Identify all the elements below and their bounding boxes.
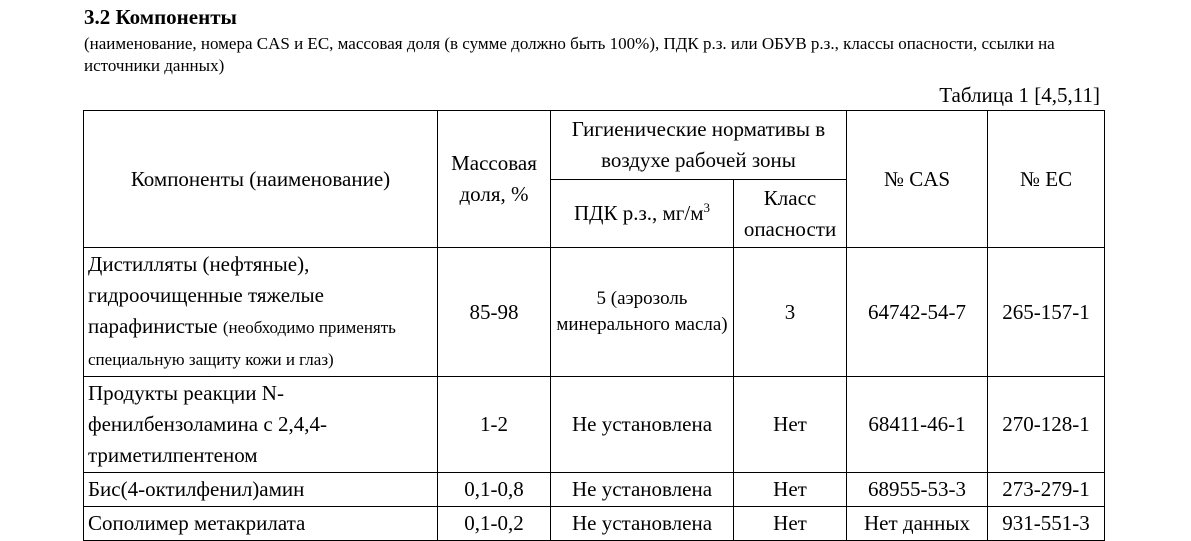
header-pdk-superscript: 3	[703, 200, 711, 215]
cell-mass-fraction: 0,1-0,8	[438, 473, 551, 507]
cell-hazard-class: Нет	[734, 507, 847, 541]
header-component: Компоненты (наименование)	[84, 111, 438, 248]
header-cas: № CAS	[847, 111, 988, 248]
cell-pdk: Не установлена	[551, 377, 734, 473]
components-table	[83, 110, 1105, 541]
cell-ec: 265-157-1	[988, 248, 1105, 377]
cell-cas: 64742-54-7	[847, 248, 988, 377]
cell-pdk: Не установлена	[551, 473, 734, 507]
component-name: Дистилляты (нефтяные), гидроочищенные тяжелые парафинистые	[88, 252, 324, 338]
table-row	[84, 248, 1105, 377]
cell-mass-fraction: 1-2	[438, 377, 551, 473]
header-pdk-text: ПДК р.з., мг/м	[573, 201, 704, 225]
header-row-top	[84, 111, 1105, 180]
cell-mass-fraction: 0,1-0,2	[438, 507, 551, 541]
header-hazard-class: Класс опасности	[734, 180, 847, 248]
cell-pdk: Не установлена	[551, 507, 734, 541]
cell-cas: 68955-53-3	[847, 473, 988, 507]
cell-hazard-class: 3	[734, 248, 847, 377]
cell-pdk: 5 (аэрозоль минерального масла)	[551, 248, 734, 377]
cell-hazard-class: Нет	[734, 377, 847, 473]
cell-ec: 270-128-1	[988, 377, 1105, 473]
section-subtitle: (наименование, номера CAS и ЕС, массовая доля (в сумме должно быть 100%), ПДК р.з. или ОБУВ р.з., классы опасности, ссылки на источники данных)	[84, 34, 1055, 75]
cell-component-name: Сополимер метакрилата	[84, 507, 438, 541]
cell-mass-fraction: 85-98	[438, 248, 551, 377]
table-row	[84, 377, 1105, 473]
cell-cas: Нет данных	[847, 507, 988, 541]
table-reference: Таблица 1 [4,5,11]	[939, 83, 1100, 107]
header-pdk	[551, 180, 734, 248]
cell-component-name: Продукты реакции N-фенилбензоламина с 2,4,4-триметилпентеном	[84, 377, 438, 473]
table-row	[84, 473, 1105, 507]
table-row	[84, 507, 1105, 541]
section-heading: 3.2 Компоненты	[84, 5, 237, 29]
cell-ec: 931-551-3	[988, 507, 1105, 541]
cell-cas: 68411-46-1	[847, 377, 988, 473]
header-ec: № ЕС	[988, 111, 1105, 248]
header-mass-fraction: Массовая доля, %	[438, 111, 551, 248]
cell-ec: 273-279-1	[988, 473, 1105, 507]
component-note: (необходимо применять специальную защиту кожи и глаз)	[88, 318, 396, 369]
cell-hazard-class: Нет	[734, 473, 847, 507]
cell-component-name	[84, 248, 438, 377]
header-hygienic: Гигиенические нормативы в воздухе рабочей зоны	[551, 111, 847, 180]
cell-component-name: Бис(4-октилфенил)амин	[84, 473, 438, 507]
